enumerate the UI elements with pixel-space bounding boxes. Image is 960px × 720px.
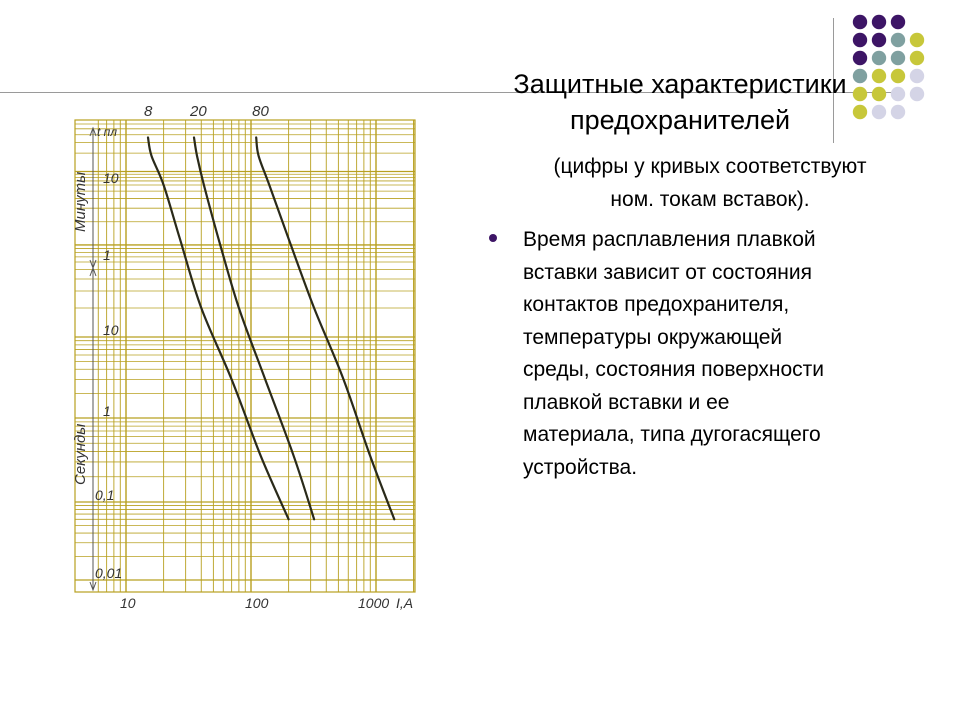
slide-subtitle [500, 150, 920, 216]
decor-dot [853, 33, 867, 47]
series-label-20: 20 [190, 103, 207, 120]
decor-dot [891, 105, 905, 119]
decor-dot [891, 87, 905, 101]
y-axis-label-minutes: Минуты [72, 171, 89, 232]
series-label-80: 80 [252, 103, 269, 120]
decor-dot [910, 87, 924, 101]
chart-axes [90, 128, 96, 590]
decor-dot [891, 15, 905, 29]
bullet-line: Время расплавления плавкой [523, 228, 816, 251]
chart-labels [72, 103, 413, 611]
y-axis-top-label: t пл [97, 125, 118, 139]
x-axis-label: I,A [396, 595, 414, 611]
y-axis-label-seconds: Секунды [72, 423, 89, 485]
x-tick-label: 10 [120, 595, 136, 611]
y-tick-label-seconds: 0,01 [95, 565, 123, 581]
decor-dot [910, 51, 924, 65]
slide-title [470, 66, 890, 138]
fuse-characteristic-chart [60, 95, 430, 620]
subtitle-line-2: ном. токам вставок). [610, 188, 810, 211]
title-line-1: Защитные характеристики [513, 69, 847, 99]
y-tick-label-seconds: 10 [103, 322, 119, 338]
bullet-line: устройства. [523, 455, 638, 479]
decor-dot [891, 51, 905, 65]
decor-dot [853, 51, 867, 65]
title-line-2: предохранителей [569, 105, 791, 135]
y-tick-label-minutes: 10 [103, 170, 119, 186]
bullet-line: среды, состояния поверхности [523, 358, 825, 381]
decor-dot [872, 33, 886, 47]
decor-dot [872, 15, 886, 29]
x-tick-label: 100 [245, 595, 269, 611]
bullet-line: температуры окружающей [523, 325, 783, 349]
bullet-dot-icon [489, 234, 497, 242]
decor-dot [891, 33, 905, 47]
bullet-line: плавкой вставки и ее [523, 390, 730, 414]
decor-dot [872, 51, 886, 65]
y-tick-label-seconds: 0,1 [95, 487, 115, 503]
decor-dot [891, 69, 905, 83]
bullet-text [523, 224, 913, 484]
y-tick-label-seconds: 1 [103, 403, 111, 419]
x-tick-label: 1000 [358, 595, 390, 611]
bullet-line: контактов предохранителя, [523, 293, 790, 316]
series-label-8: 8 [144, 103, 153, 120]
subtitle-line-1: (цифры у кривых соответствуют [553, 155, 867, 178]
bullet-line: вставки зависит от состояния [523, 260, 812, 284]
decor-dot [910, 69, 924, 83]
decor-dot [910, 33, 924, 47]
y-tick-label-minutes: 1 [103, 247, 111, 263]
bullet-line: материала, типа дугогасящего [523, 423, 821, 446]
chart-grid [75, 120, 415, 592]
decor-dot [853, 15, 867, 29]
